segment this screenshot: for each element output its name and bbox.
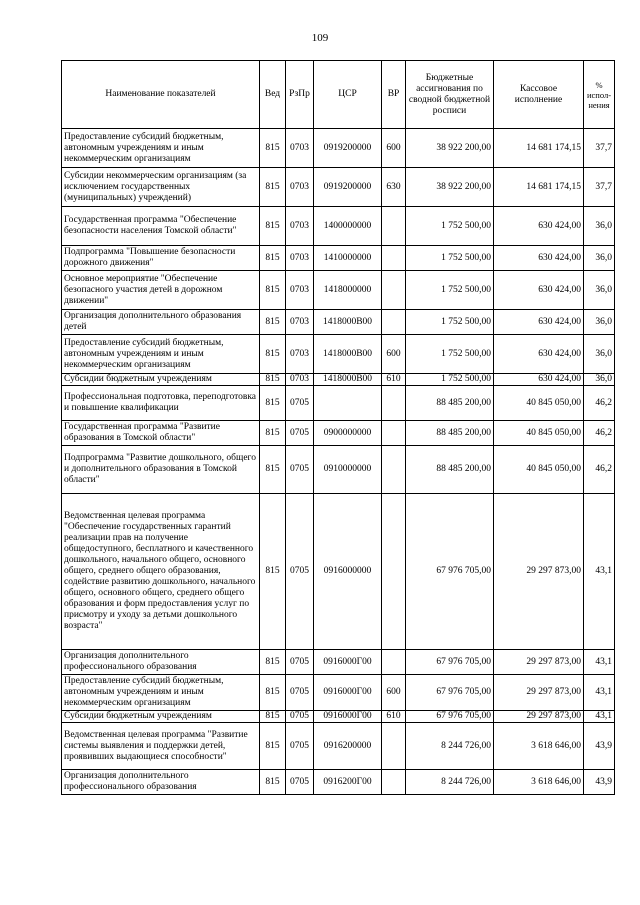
row-assignment-cell: 1 752 500,00 [406, 207, 494, 246]
row-percent-cell: 37,7 [584, 168, 615, 207]
row-csr-cell: 0919200000 [314, 129, 382, 168]
row-percent-cell: 36,0 [584, 310, 615, 335]
row-name-cell: Предоставление субсидий бюджетным, автономным учреждениям и иным некоммерческим организациям [62, 129, 260, 168]
table-row [62, 650, 615, 675]
row-name-cell: Профессиональная подготовка, переподготовка и повышение квалификации [62, 386, 260, 421]
row-rzpr-cell: 0705 [286, 446, 314, 494]
row-cash-cell: 630 424,00 [494, 207, 584, 246]
row-cash-cell: 14 681 174,15 [494, 129, 584, 168]
row-assignment-cell: 67 976 705,00 [406, 494, 494, 650]
row-name-cell: Государственная программа "Обеспечение безопасности населения Томской области" [62, 207, 260, 246]
row-csr-cell: 0916200000 [314, 723, 382, 770]
row-ved-cell: 815 [260, 723, 286, 770]
row-ved-cell: 815 [260, 494, 286, 650]
row-vr-cell [382, 770, 406, 795]
row-ved-cell: 815 [260, 271, 286, 310]
row-csr-cell: 0919200000 [314, 168, 382, 207]
row-percent-cell: 46,2 [584, 386, 615, 421]
row-assignment-cell: 38 922 200,00 [406, 129, 494, 168]
row-percent-cell: 46,2 [584, 446, 615, 494]
row-rzpr-cell: 0703 [286, 207, 314, 246]
row-vr-cell: 610 [382, 711, 406, 723]
row-rzpr-cell: 0703 [286, 168, 314, 207]
row-name-cell: Предоставление субсидий бюджетным, автономным учреждениям и иным некоммерческим организациям [62, 675, 260, 711]
row-assignment-cell: 1 752 500,00 [406, 246, 494, 271]
row-cash-cell: 40 845 050,00 [494, 386, 584, 421]
table-row [62, 770, 615, 795]
row-percent-cell: 36,0 [584, 335, 615, 374]
row-percent-cell: 43,1 [584, 675, 615, 711]
table-row [62, 129, 615, 168]
row-csr-cell: 0916000Г00 [314, 650, 382, 675]
row-name-cell: Государственная программа "Развитие образования в Томской области" [62, 421, 260, 446]
table-row [62, 494, 615, 650]
row-rzpr-cell: 0705 [286, 421, 314, 446]
table-row [62, 168, 615, 207]
row-assignment-cell: 88 485 200,00 [406, 446, 494, 494]
row-vr-cell [382, 446, 406, 494]
row-percent-cell: 43,9 [584, 723, 615, 770]
table-row [62, 335, 615, 374]
header-csr: ЦСР [314, 61, 382, 129]
row-rzpr-cell: 0705 [286, 711, 314, 723]
row-name-cell: Предоставление субсидий бюджетным, автономным учреждениям и иным некоммерческим организациям [62, 335, 260, 374]
row-assignment-cell: 1 752 500,00 [406, 374, 494, 386]
row-ved-cell: 815 [260, 168, 286, 207]
row-ved-cell: 815 [260, 310, 286, 335]
row-vr-cell [382, 386, 406, 421]
row-vr-cell: 600 [382, 129, 406, 168]
header-ved: Вед [260, 61, 286, 129]
header-vr: ВР [382, 61, 406, 129]
table-row [62, 207, 615, 246]
row-assignment-cell: 8 244 726,00 [406, 770, 494, 795]
row-name-cell: Субсидии бюджетным учреждениям [62, 711, 260, 723]
row-ved-cell: 815 [260, 129, 286, 168]
row-name-cell: Ведомственная целевая программа "Обеспечение государственных гарантий реализации прав на получение общедоступного, бесплатного и качественного дошкольного, начального общего, основного общего, среднего общего образования, содействие развитию дошкольного, начального общего, основного общего, среднего общего образования и форм предоставления услуг по присмотру и уходу за детьми дошкольного возраста" [62, 494, 260, 650]
row-percent-cell: 43,1 [584, 494, 615, 650]
row-name-cell: Подпрограмма "Повышение безопасности дорожного движения" [62, 246, 260, 271]
row-cash-cell: 29 297 873,00 [494, 711, 584, 723]
table-row [62, 310, 615, 335]
row-assignment-cell: 1 752 500,00 [406, 310, 494, 335]
row-csr-cell: 0916000Г00 [314, 711, 382, 723]
row-percent-cell: 43,9 [584, 770, 615, 795]
row-rzpr-cell: 0703 [286, 374, 314, 386]
row-assignment-cell: 67 976 705,00 [406, 711, 494, 723]
row-csr-cell: 0900000000 [314, 421, 382, 446]
row-percent-cell: 43,1 [584, 711, 615, 723]
table-row [62, 421, 615, 446]
row-cash-cell: 40 845 050,00 [494, 421, 584, 446]
row-name-cell: Организация дополнительного профессионального образования [62, 770, 260, 795]
row-rzpr-cell: 0705 [286, 675, 314, 711]
row-csr-cell: 0916000Г00 [314, 675, 382, 711]
row-csr-cell: 1400000000 [314, 207, 382, 246]
page-number: 109 [311, 32, 329, 44]
row-name-cell: Организация дополнительного профессионального образования [62, 650, 260, 675]
row-ved-cell: 815 [260, 374, 286, 386]
row-rzpr-cell: 0703 [286, 246, 314, 271]
row-cash-cell: 29 297 873,00 [494, 650, 584, 675]
row-csr-cell: 1418000В00 [314, 335, 382, 374]
table-row [62, 675, 615, 711]
row-ved-cell: 815 [260, 650, 286, 675]
row-percent-cell: 43,1 [584, 650, 615, 675]
table-row [62, 386, 615, 421]
row-vr-cell [382, 246, 406, 271]
row-percent-cell: 36,0 [584, 271, 615, 310]
row-cash-cell: 630 424,00 [494, 335, 584, 374]
row-vr-cell [382, 650, 406, 675]
budget-table [61, 60, 615, 795]
row-name-cell: Субсидии некоммерческим организациям (за исключением государственных (муниципальных) учреждений) [62, 168, 260, 207]
row-vr-cell: 630 [382, 168, 406, 207]
row-cash-cell: 29 297 873,00 [494, 494, 584, 650]
row-cash-cell: 14 681 174,15 [494, 168, 584, 207]
row-vr-cell: 610 [382, 374, 406, 386]
row-csr-cell: 0910000000 [314, 446, 382, 494]
row-name-cell: Организация дополнительного образования детей [62, 310, 260, 335]
table-row [62, 723, 615, 770]
row-percent-cell: 36,0 [584, 374, 615, 386]
header-assignments: Бюджетные ассигнования по сводной бюджетной росписи [406, 61, 494, 129]
row-assignment-cell: 88 485 200,00 [406, 421, 494, 446]
row-cash-cell: 630 424,00 [494, 246, 584, 271]
row-csr-cell [314, 386, 382, 421]
row-ved-cell: 815 [260, 386, 286, 421]
header-name: Наименование показателей [62, 61, 260, 129]
row-vr-cell [382, 207, 406, 246]
row-vr-cell [382, 310, 406, 335]
row-assignment-cell: 67 976 705,00 [406, 675, 494, 711]
row-cash-cell: 630 424,00 [494, 271, 584, 310]
row-cash-cell: 29 297 873,00 [494, 675, 584, 711]
row-vr-cell [382, 421, 406, 446]
table-header-row [62, 61, 615, 129]
row-vr-cell [382, 494, 406, 650]
row-ved-cell: 815 [260, 207, 286, 246]
row-assignment-cell: 88 485 200,00 [406, 386, 494, 421]
row-rzpr-cell: 0703 [286, 129, 314, 168]
row-csr-cell: 1418000В00 [314, 310, 382, 335]
row-name-cell: Субсидии бюджетным учреждениям [62, 374, 260, 386]
table-row [62, 374, 615, 386]
row-csr-cell: 1418000В00 [314, 374, 382, 386]
row-rzpr-cell: 0703 [286, 335, 314, 374]
row-ved-cell: 815 [260, 335, 286, 374]
header-percent: % испол-нения [584, 61, 615, 129]
row-percent-cell: 36,0 [584, 246, 615, 271]
table-body [62, 129, 615, 795]
row-assignment-cell: 38 922 200,00 [406, 168, 494, 207]
row-assignment-cell: 8 244 726,00 [406, 723, 494, 770]
row-ved-cell: 815 [260, 675, 286, 711]
table-row [62, 246, 615, 271]
row-rzpr-cell: 0703 [286, 310, 314, 335]
row-rzpr-cell: 0705 [286, 386, 314, 421]
row-cash-cell: 40 845 050,00 [494, 446, 584, 494]
row-rzpr-cell: 0705 [286, 494, 314, 650]
row-ved-cell: 815 [260, 421, 286, 446]
row-name-cell: Основное мероприятие "Обеспечение безопасного участия детей в дорожном движении" [62, 271, 260, 310]
row-csr-cell: 0916000000 [314, 494, 382, 650]
header-cash-execution: Кассовое исполнение [494, 61, 584, 129]
row-vr-cell: 600 [382, 335, 406, 374]
table-row [62, 271, 615, 310]
row-csr-cell: 1418000000 [314, 271, 382, 310]
table-row [62, 446, 615, 494]
row-ved-cell: 815 [260, 770, 286, 795]
row-percent-cell: 37,7 [584, 129, 615, 168]
row-name-cell: Подпрограмма "Развитие дошкольного, общего и дополнительного образования в Томской области" [62, 446, 260, 494]
row-cash-cell: 630 424,00 [494, 310, 584, 335]
row-name-cell: Ведомственная целевая программа "Развитие системы выявления и поддержки детей, проявивших выдающиеся способности" [62, 723, 260, 770]
row-ved-cell: 815 [260, 246, 286, 271]
row-assignment-cell: 1 752 500,00 [406, 335, 494, 374]
row-rzpr-cell: 0705 [286, 650, 314, 675]
row-vr-cell [382, 723, 406, 770]
row-cash-cell: 3 618 646,00 [494, 723, 584, 770]
row-percent-cell: 46,2 [584, 421, 615, 446]
row-ved-cell: 815 [260, 446, 286, 494]
row-rzpr-cell: 0705 [286, 770, 314, 795]
header-rzpr: РзПр [286, 61, 314, 129]
row-rzpr-cell: 0705 [286, 723, 314, 770]
row-assignment-cell: 1 752 500,00 [406, 271, 494, 310]
row-csr-cell: 0916200Г00 [314, 770, 382, 795]
row-percent-cell: 36,0 [584, 207, 615, 246]
table-row [62, 711, 615, 723]
row-cash-cell: 3 618 646,00 [494, 770, 584, 795]
row-ved-cell: 815 [260, 711, 286, 723]
row-assignment-cell: 67 976 705,00 [406, 650, 494, 675]
row-vr-cell [382, 271, 406, 310]
row-rzpr-cell: 0703 [286, 271, 314, 310]
row-csr-cell: 1410000000 [314, 246, 382, 271]
row-cash-cell: 630 424,00 [494, 374, 584, 386]
row-vr-cell: 600 [382, 675, 406, 711]
